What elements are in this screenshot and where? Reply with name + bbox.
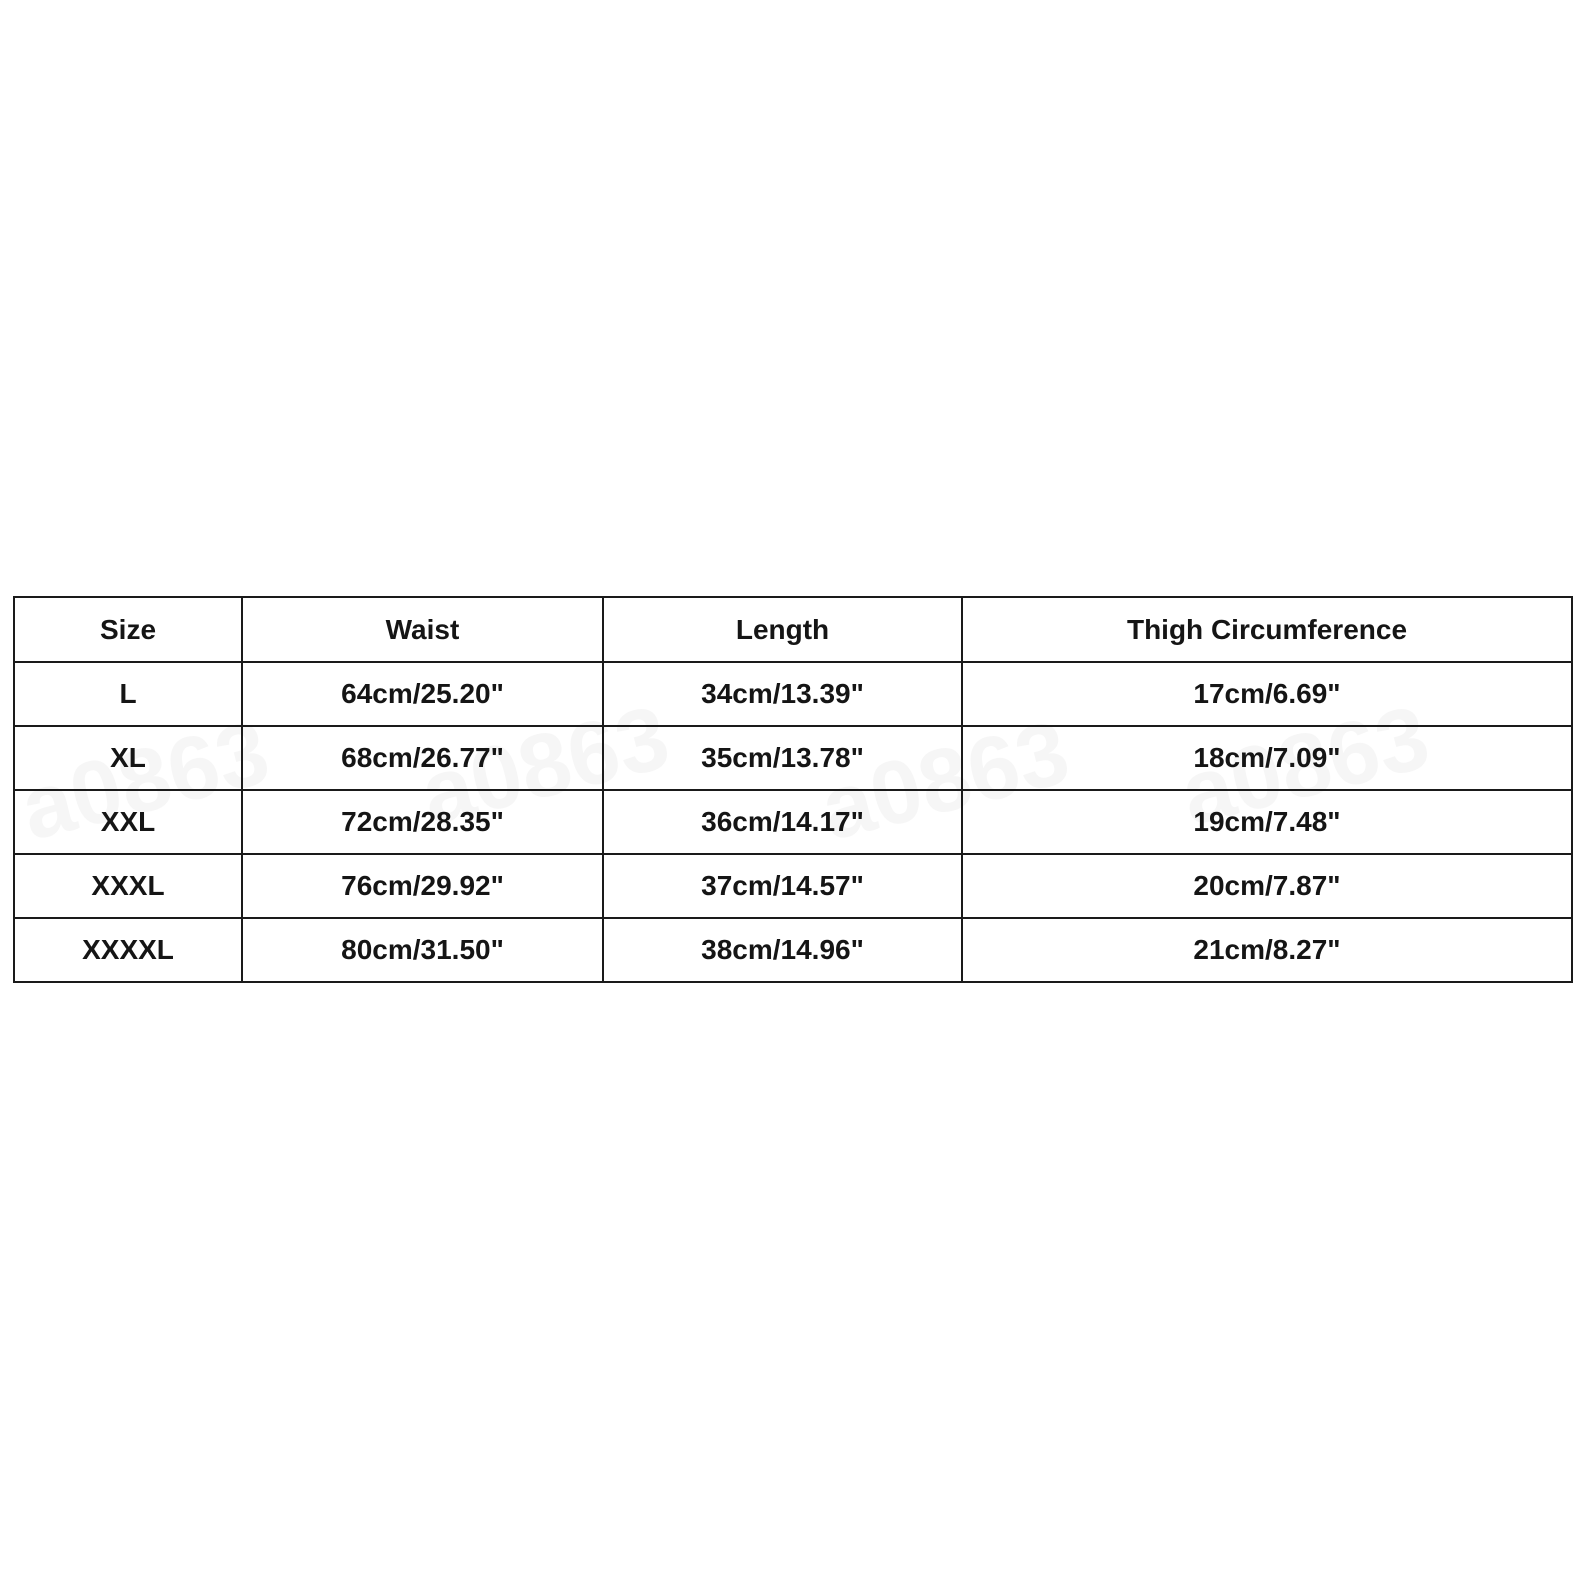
table-row <box>14 918 1572 982</box>
header-size: Size <box>14 597 242 662</box>
cell-size: XXXXL <box>14 918 242 982</box>
cell-length: 38cm/14.96" <box>603 918 962 982</box>
cell-thigh: 21cm/8.27" <box>962 918 1572 982</box>
cell-thigh: 20cm/7.87" <box>962 854 1572 918</box>
cell-length: 37cm/14.57" <box>603 854 962 918</box>
cell-waist: 72cm/28.35" <box>242 790 603 854</box>
cell-length: 35cm/13.78" <box>603 726 962 790</box>
cell-waist: 76cm/29.92" <box>242 854 603 918</box>
header-thigh-circumference: Thigh Circumference <box>962 597 1572 662</box>
cell-length: 34cm/13.39" <box>603 662 962 726</box>
table-row <box>14 854 1572 918</box>
header-length: Length <box>603 597 962 662</box>
cell-waist: 68cm/26.77" <box>242 726 603 790</box>
header-row <box>14 597 1572 662</box>
cell-size: XL <box>14 726 242 790</box>
cell-length: 36cm/14.17" <box>603 790 962 854</box>
table-row <box>14 726 1572 790</box>
cell-waist: 64cm/25.20" <box>242 662 603 726</box>
cell-thigh: 19cm/7.48" <box>962 790 1572 854</box>
cell-thigh: 18cm/7.09" <box>962 726 1572 790</box>
cell-size: L <box>14 662 242 726</box>
cell-waist: 80cm/31.50" <box>242 918 603 982</box>
cell-size: XXXL <box>14 854 242 918</box>
header-waist: Waist <box>242 597 603 662</box>
table-row <box>14 662 1572 726</box>
cell-size: XXL <box>14 790 242 854</box>
cell-thigh: 17cm/6.69" <box>962 662 1572 726</box>
table-row <box>14 790 1572 854</box>
size-chart-table <box>13 596 1573 983</box>
